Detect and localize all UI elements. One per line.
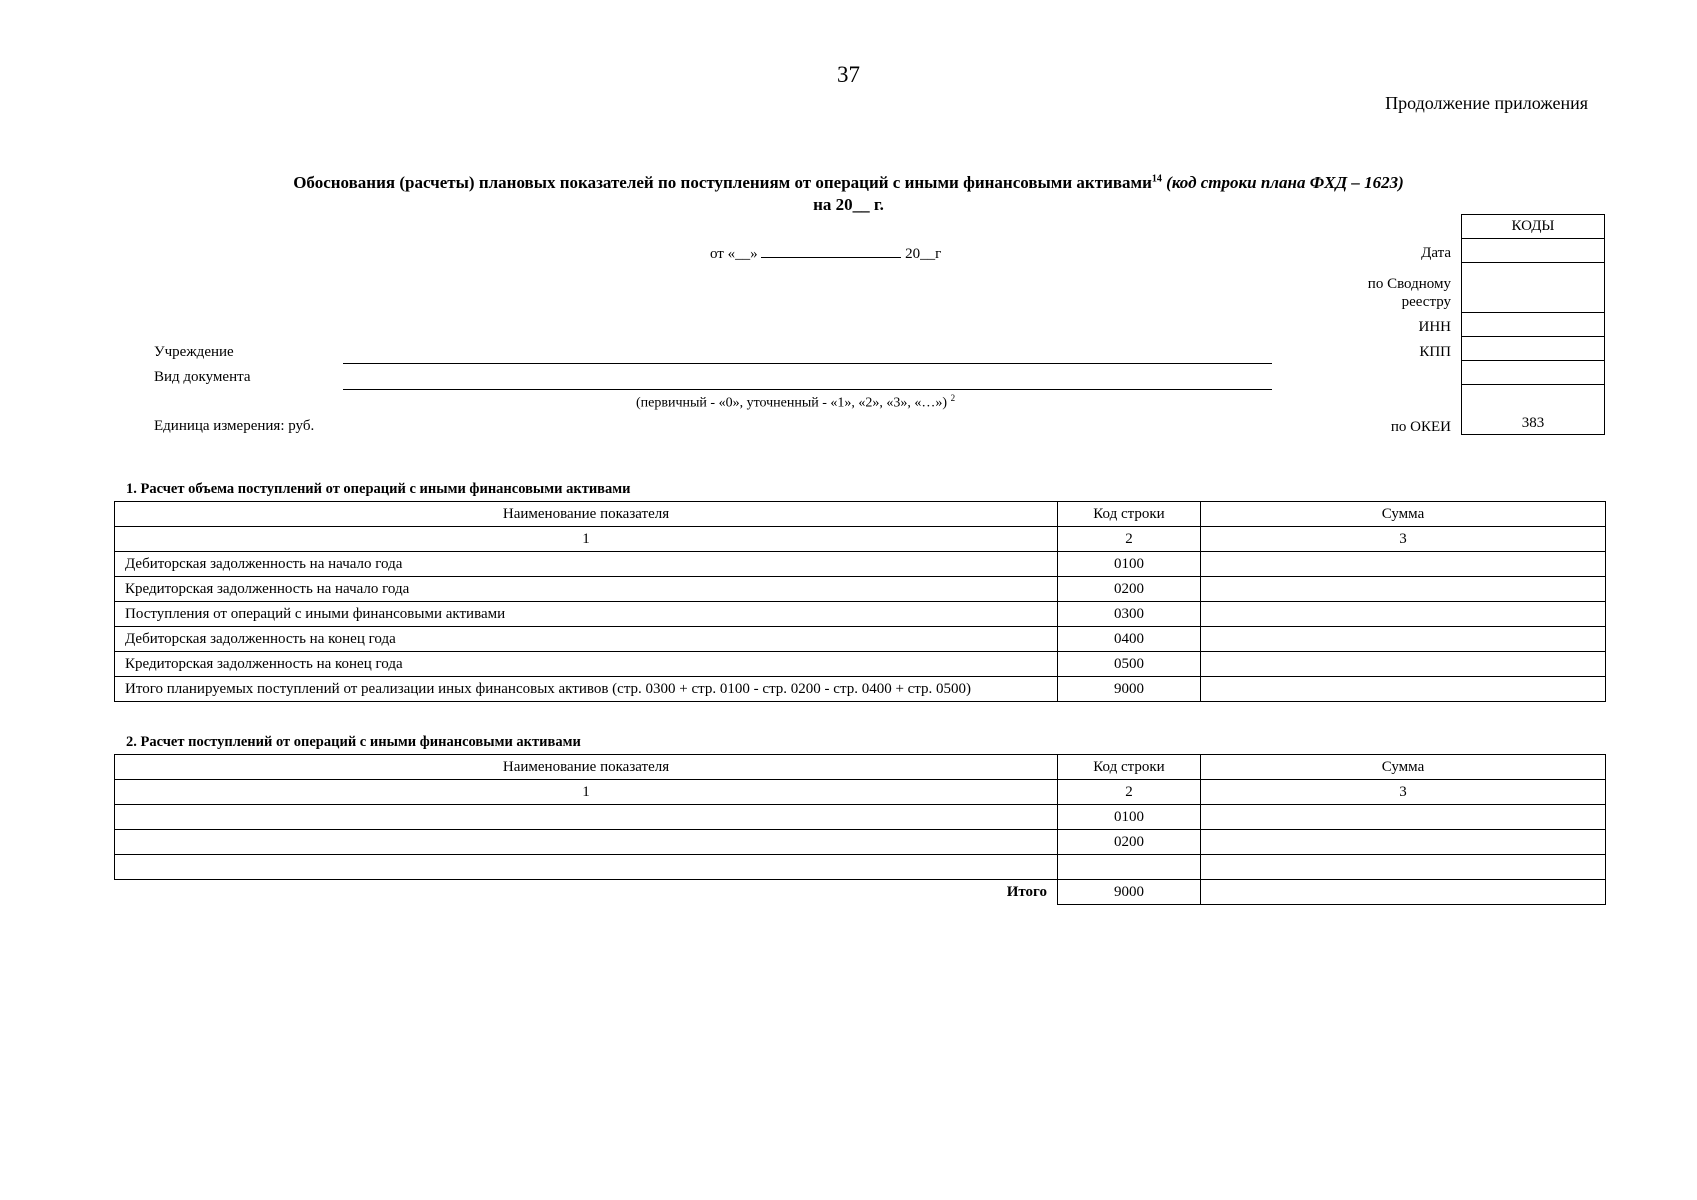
code-registry-cell: [1462, 263, 1605, 313]
registry-code-label-2: реестру: [1401, 294, 1451, 310]
table-row: [115, 830, 1606, 855]
unit-label: Единица измерения: руб.: [154, 418, 315, 434]
page-number: 37: [837, 62, 860, 87]
table-row: [115, 855, 1606, 880]
row-sum[interactable]: [1201, 552, 1606, 577]
table-row: [115, 805, 1606, 830]
total-sum[interactable]: [1201, 880, 1606, 905]
code-inn-cell: [1462, 313, 1605, 337]
total-row: [115, 880, 1606, 905]
row-name: Поступления от операций с иными финансовыми активами: [115, 602, 1058, 627]
row-name: Кредиторская задолженность на конец года: [115, 652, 1058, 677]
row-sum[interactable]: [1201, 677, 1606, 702]
column-header: Сумма: [1201, 502, 1606, 527]
column-header: Код строки: [1058, 755, 1201, 780]
row-code: [1058, 855, 1201, 880]
table-row: [115, 602, 1606, 627]
date-suffix: 20__г: [905, 246, 942, 262]
date-blank-line: [761, 244, 901, 258]
kpp-code-label: КПП: [1419, 344, 1451, 360]
total-code: 9000: [1058, 880, 1201, 905]
doc-type-label: Вид документа: [154, 369, 251, 385]
document-title: [0, 173, 1697, 193]
code-kpp-cell: [1462, 337, 1605, 361]
institution-line: [343, 363, 1272, 364]
column-number: 1: [115, 527, 1058, 552]
inn-code-label: ИНН: [1418, 319, 1451, 335]
doc-type-hint-text: (первичный - «0», уточненный - «1», «2», «3», «…»): [636, 395, 948, 411]
codes-box: [1461, 214, 1605, 435]
okei-code-label: по ОКЕИ: [1390, 419, 1451, 435]
column-number-row: [115, 527, 1606, 552]
row-sum[interactable]: [1201, 577, 1606, 602]
row-sum[interactable]: [1201, 652, 1606, 677]
row-name[interactable]: [115, 805, 1058, 830]
column-number: 1: [115, 780, 1058, 805]
date-prefix: от «__»: [710, 246, 758, 262]
row-code: 9000: [1058, 677, 1201, 702]
column-number: 3: [1201, 780, 1606, 805]
row-code: 0200: [1058, 577, 1201, 602]
column-number-row: [115, 780, 1606, 805]
table-row: [115, 627, 1606, 652]
column-number: 2: [1058, 780, 1201, 805]
column-number: 2: [1058, 527, 1201, 552]
codes-header: КОДЫ: [1462, 215, 1605, 239]
row-code: 0100: [1058, 805, 1201, 830]
continuation-note: Продолжение приложения: [1385, 93, 1588, 113]
section1-table: [114, 501, 1606, 702]
row-name[interactable]: [115, 830, 1058, 855]
row-name: Дебиторская задолженность на конец года: [115, 627, 1058, 652]
section2-table: [114, 754, 1606, 905]
doc-type-hint-note: 2: [950, 393, 956, 403]
row-code: 0100: [1058, 552, 1201, 577]
row-sum[interactable]: [1201, 855, 1606, 880]
table-row: [115, 552, 1606, 577]
row-sum[interactable]: [1201, 805, 1606, 830]
doc-type-line: [343, 389, 1272, 390]
title-main: Обоснования (расчеты) плановых показателей по поступлениям от операций с иными финансовыми активами: [293, 173, 1152, 192]
row-code: 0300: [1058, 602, 1201, 627]
row-sum[interactable]: [1201, 627, 1606, 652]
section2-title: 2. Расчет поступлений от операций с иными финансовыми активами: [126, 734, 581, 750]
row-name[interactable]: [115, 855, 1058, 880]
row-code: 0400: [1058, 627, 1201, 652]
date-code-label: Дата: [1421, 245, 1451, 261]
column-header: Наименование показателя: [115, 502, 1058, 527]
table-header-row: [115, 755, 1606, 780]
row-sum[interactable]: [1201, 602, 1606, 627]
code-doc-type-cell: [1462, 361, 1605, 385]
code-okei-cell: 383: [1462, 385, 1605, 435]
row-name: Дебиторская задолженность на начало года: [115, 552, 1058, 577]
row-sum[interactable]: [1201, 830, 1606, 855]
table-row: [115, 652, 1606, 677]
row-name: Кредиторская задолженность на начало года: [115, 577, 1058, 602]
document-subtitle: на 20__ г.: [813, 195, 884, 214]
row-name: Итого планируемых поступлений от реализации иных финансовых активов (стр. 0300 + стр. 0100 - стр. 0200 - стр. 0400 + стр. 0500): [115, 677, 1058, 702]
registry-code-label-1: по Сводному: [1367, 276, 1451, 292]
table-header-row: [115, 502, 1606, 527]
row-code: 0200: [1058, 830, 1201, 855]
column-header: Код строки: [1058, 502, 1201, 527]
title-code-ref: (код строки плана ФХД – 1623): [1161, 173, 1404, 192]
code-date-cell: [1462, 239, 1605, 263]
column-number: 3: [1201, 527, 1606, 552]
table-row-total: [115, 677, 1606, 702]
title-footnote: 14: [1151, 173, 1162, 185]
institution-label: Учреждение: [154, 344, 234, 360]
row-code: 0500: [1058, 652, 1201, 677]
total-label: Итого: [1006, 883, 1047, 900]
date-line: [710, 244, 941, 263]
column-header: Наименование показателя: [115, 755, 1058, 780]
table-row: [115, 577, 1606, 602]
doc-type-hint: [636, 393, 955, 412]
section1-title: 1. Расчет объема поступлений от операций с иными финансовыми активами: [126, 481, 631, 497]
column-header: Сумма: [1201, 755, 1606, 780]
